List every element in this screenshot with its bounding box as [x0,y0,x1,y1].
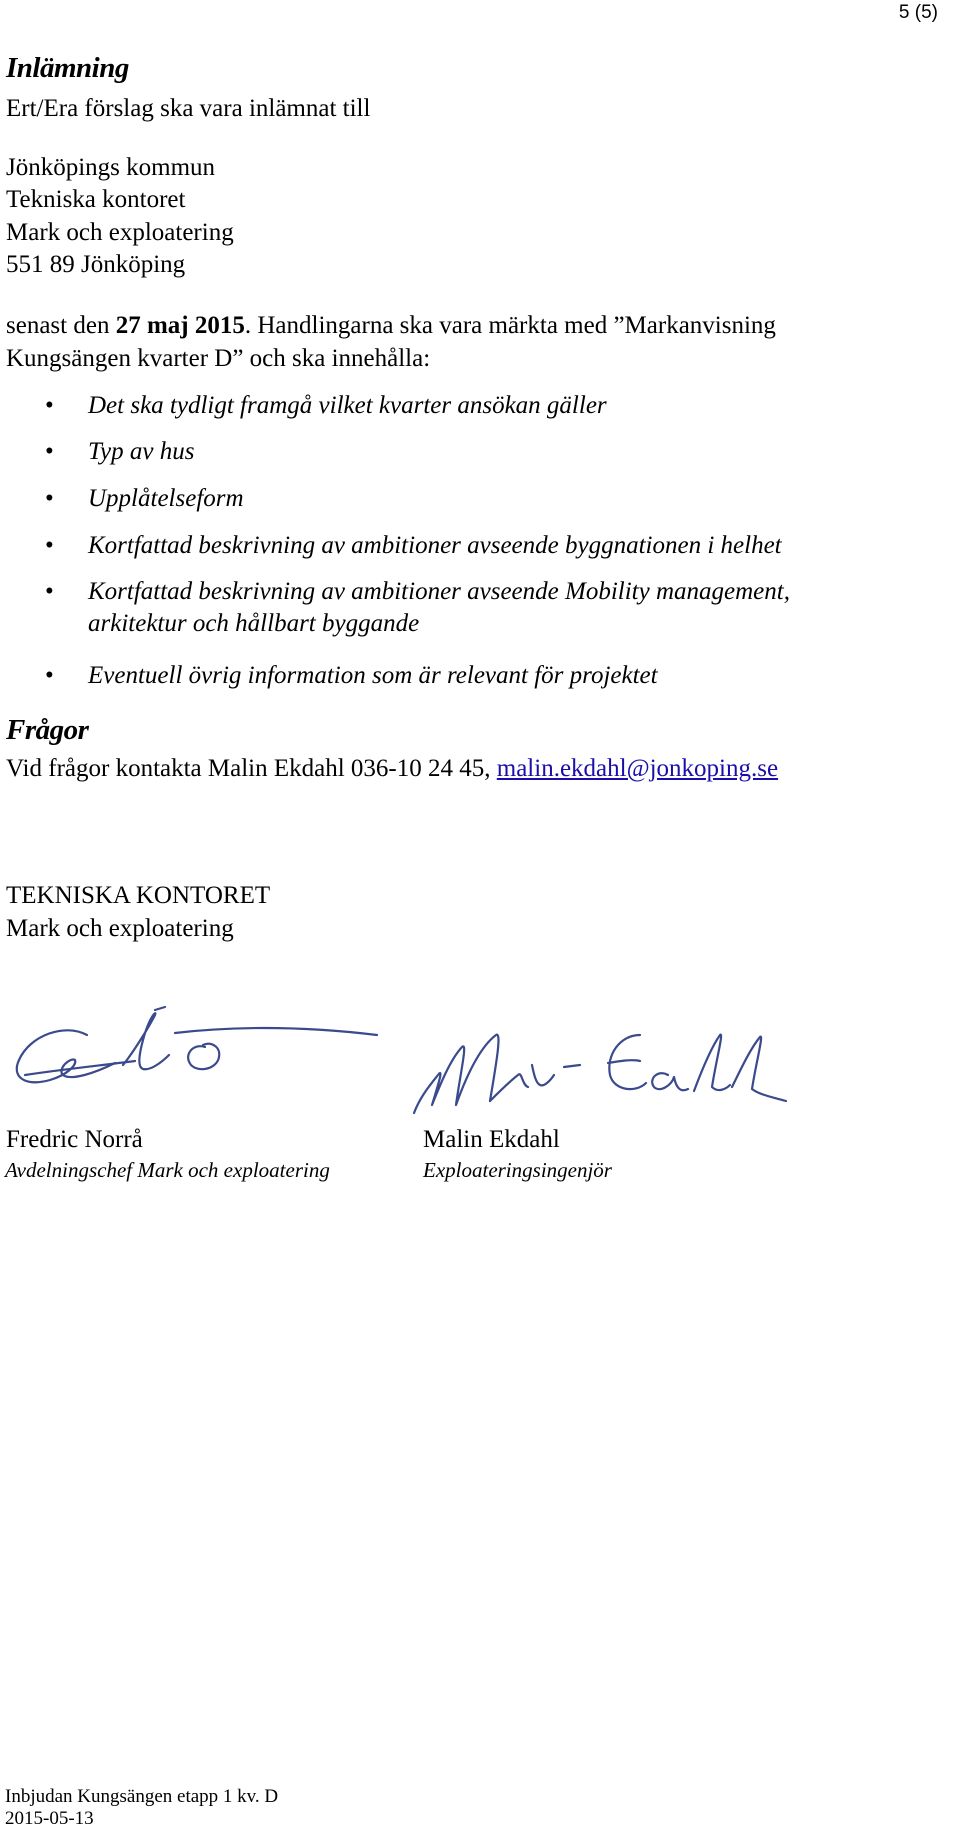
sender-unit: Mark och exploatering [6,915,234,942]
bullet-marker: • [45,485,54,512]
signatory-title: Exploateringsingenjör [423,1158,612,1182]
sender-department: TEKNISKA KONTORET [6,882,271,909]
contact-email-link[interactable]: malin.ekdahl@jonkoping.se [496,755,779,782]
footer-document-title: Inbjudan Kungsängen etapp 1 kv. D [5,1786,279,1807]
address-line: 551 89 Jönköping [6,251,186,278]
list-item-text: Kortfattad beskrivning av ambitioner avseende byggnationen i helhet [88,532,782,559]
requirements-list [0,390,790,692]
bullet-marker: • [45,578,54,605]
bullet-marker: • [45,532,54,559]
list-item [0,390,790,422]
questions-heading: Frågor [6,714,89,746]
list-item-text: Upplåtelseform [88,485,244,512]
list-item [0,530,790,562]
page-number: 5 (5) [898,2,938,23]
signature-malin-ekdahl [410,1005,790,1120]
footer-date: 2015-05-13 [5,1808,94,1829]
contact-text: Vid frågor kontakta Malin Ekdahl 036-10 24 45, [6,755,497,782]
address-line: Tekniska kontoret [6,186,186,213]
list-item [0,436,790,468]
deadline-line-2: Kungsängen kvarter D” och ska innehålla: [6,345,431,372]
bullet-marker: • [45,438,54,465]
address-line: Mark och exploatering [6,219,234,246]
submission-heading: Inlämning [6,52,129,84]
list-item-text: Det ska tydligt framgå vilket kvarter ansökan gäller [88,392,607,419]
deadline-prefix: senast den [6,312,116,339]
questions-text [6,753,778,785]
signature-fredric-norra [5,1005,385,1100]
list-item [0,576,790,640]
address-line: Jönköpings kommun [6,154,216,181]
deadline-line [6,310,776,342]
signatory-title: Avdelningschef Mark och exploatering [5,1158,330,1182]
deadline-date: 27 maj 2015 [115,312,245,339]
list-item-text: Eventuell övrig information som är relevant för projektet [88,662,658,689]
bullet-marker: • [45,392,54,419]
submission-intro: Ert/Era förslag ska vara inlämnat till [6,95,371,122]
signatory-name: Fredric Norrå [6,1126,143,1153]
list-item-text: Kortfattad beskrivning av ambitioner avseende Mobility management, [88,578,790,605]
list-item-text: Typ av hus [88,438,195,465]
bullet-marker: • [45,662,54,689]
signatory-name: Malin Ekdahl [423,1126,560,1153]
list-item [0,660,790,692]
list-item-text: arkitektur och hållbart byggande [88,610,420,637]
list-item [0,483,790,515]
deadline-rest: . Handlingarna ska vara märkta med ”Markanvisning [244,312,776,339]
